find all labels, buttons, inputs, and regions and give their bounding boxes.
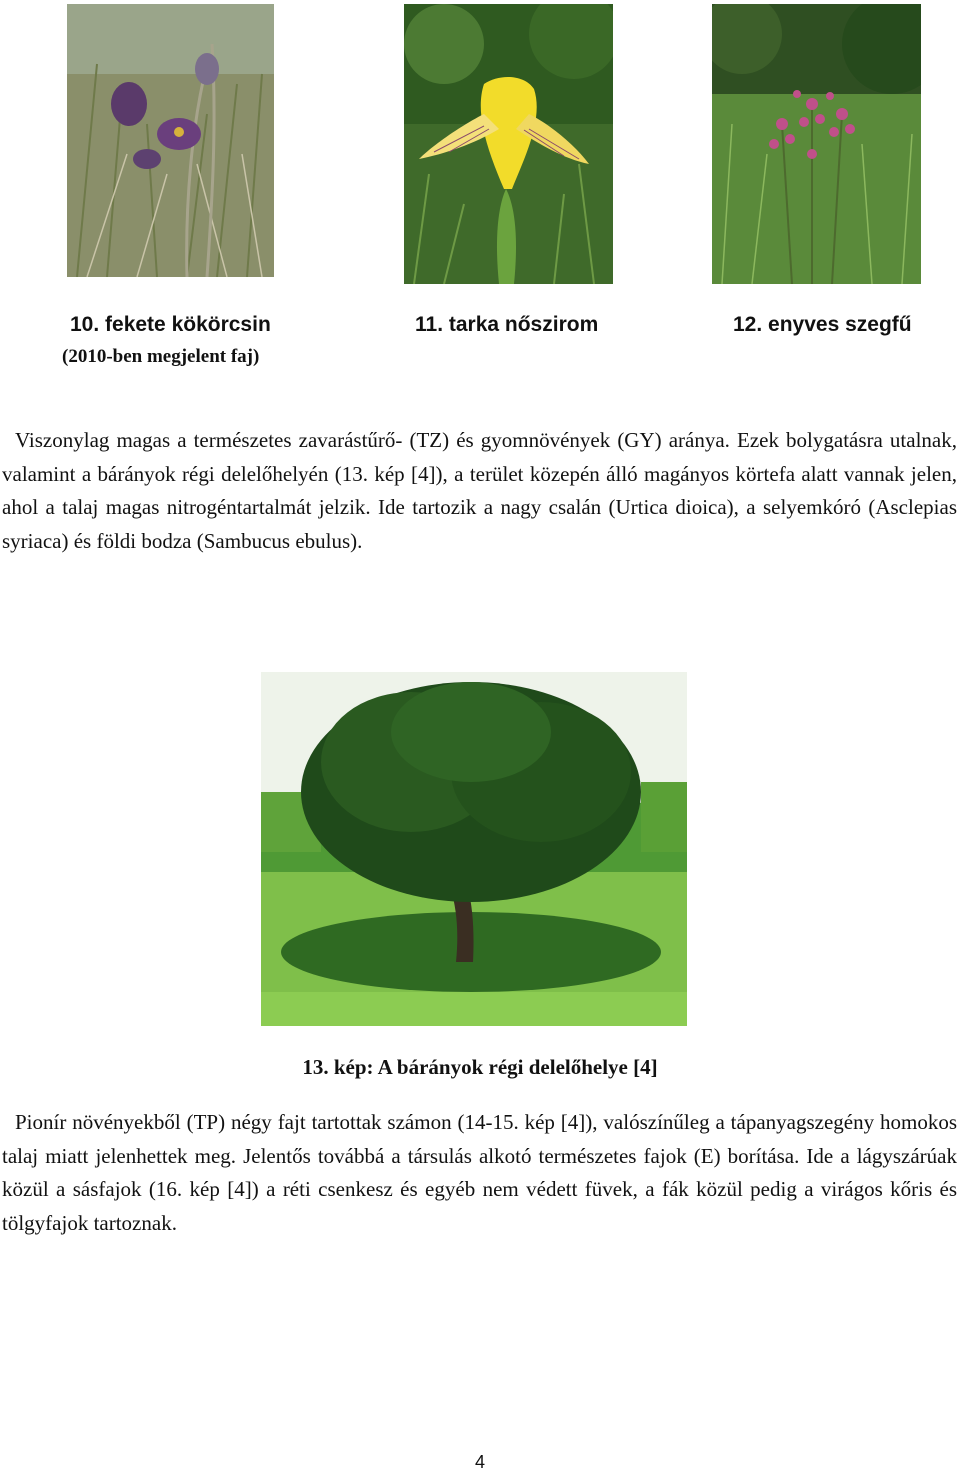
photo-enyves-szegfu (712, 4, 921, 284)
photo-fekete-kokorcsin (67, 4, 274, 277)
caption-10-subtitle: (2010-ben megjelent faj) (62, 346, 260, 367)
page-number: 4 (474, 1452, 485, 1472)
caption-12: 12. enyves szegfű (733, 313, 912, 336)
caption-11: 11. tarka nőszirom (415, 313, 599, 336)
figure-13-caption: 13. kép: A bárányok régi delelőhelye [4] (302, 1055, 658, 1079)
photo-delelohely (261, 672, 687, 1026)
photo-tarka-noszirom (404, 4, 613, 284)
caption-10: 10. fekete kökörcsin (70, 313, 271, 336)
paragraph-1: Viszonylag magas a természetes zavarástűrő- (TZ) és gyomnövények (GY) aránya. Ezek bolygatásra utalnak, valamint a bárányok régi delelőhelyén (13. kép [4]), a terület közepén álló magányos körtefa alatt vannak jelen, ahol a talaj magas nitrogéntartalmát jelzik. Ide tartozik a nagy csalán (Urtica dioica), a selyemkóró (Asclepias syriaca) és földi bodza (Sambucus ebulus). (2, 428, 957, 554)
paragraph-2: Pionír növényekből (TP) négy fajt tartottak számon (14-15. kép [4]), valószínűleg a tápanyagszegény homokos talaj miatt jelenhettek meg. Jelentős továbbá a társulás alkotó természetes fajok (E) borítása. Ide a lágyszárúak közül a sásfajok (16. kép [4]) a réti csenkesz és egyéb nem védett füvek, a fák közül pedig a virágos kőris és tölgyfajok tartoznak. (2, 1110, 957, 1236)
